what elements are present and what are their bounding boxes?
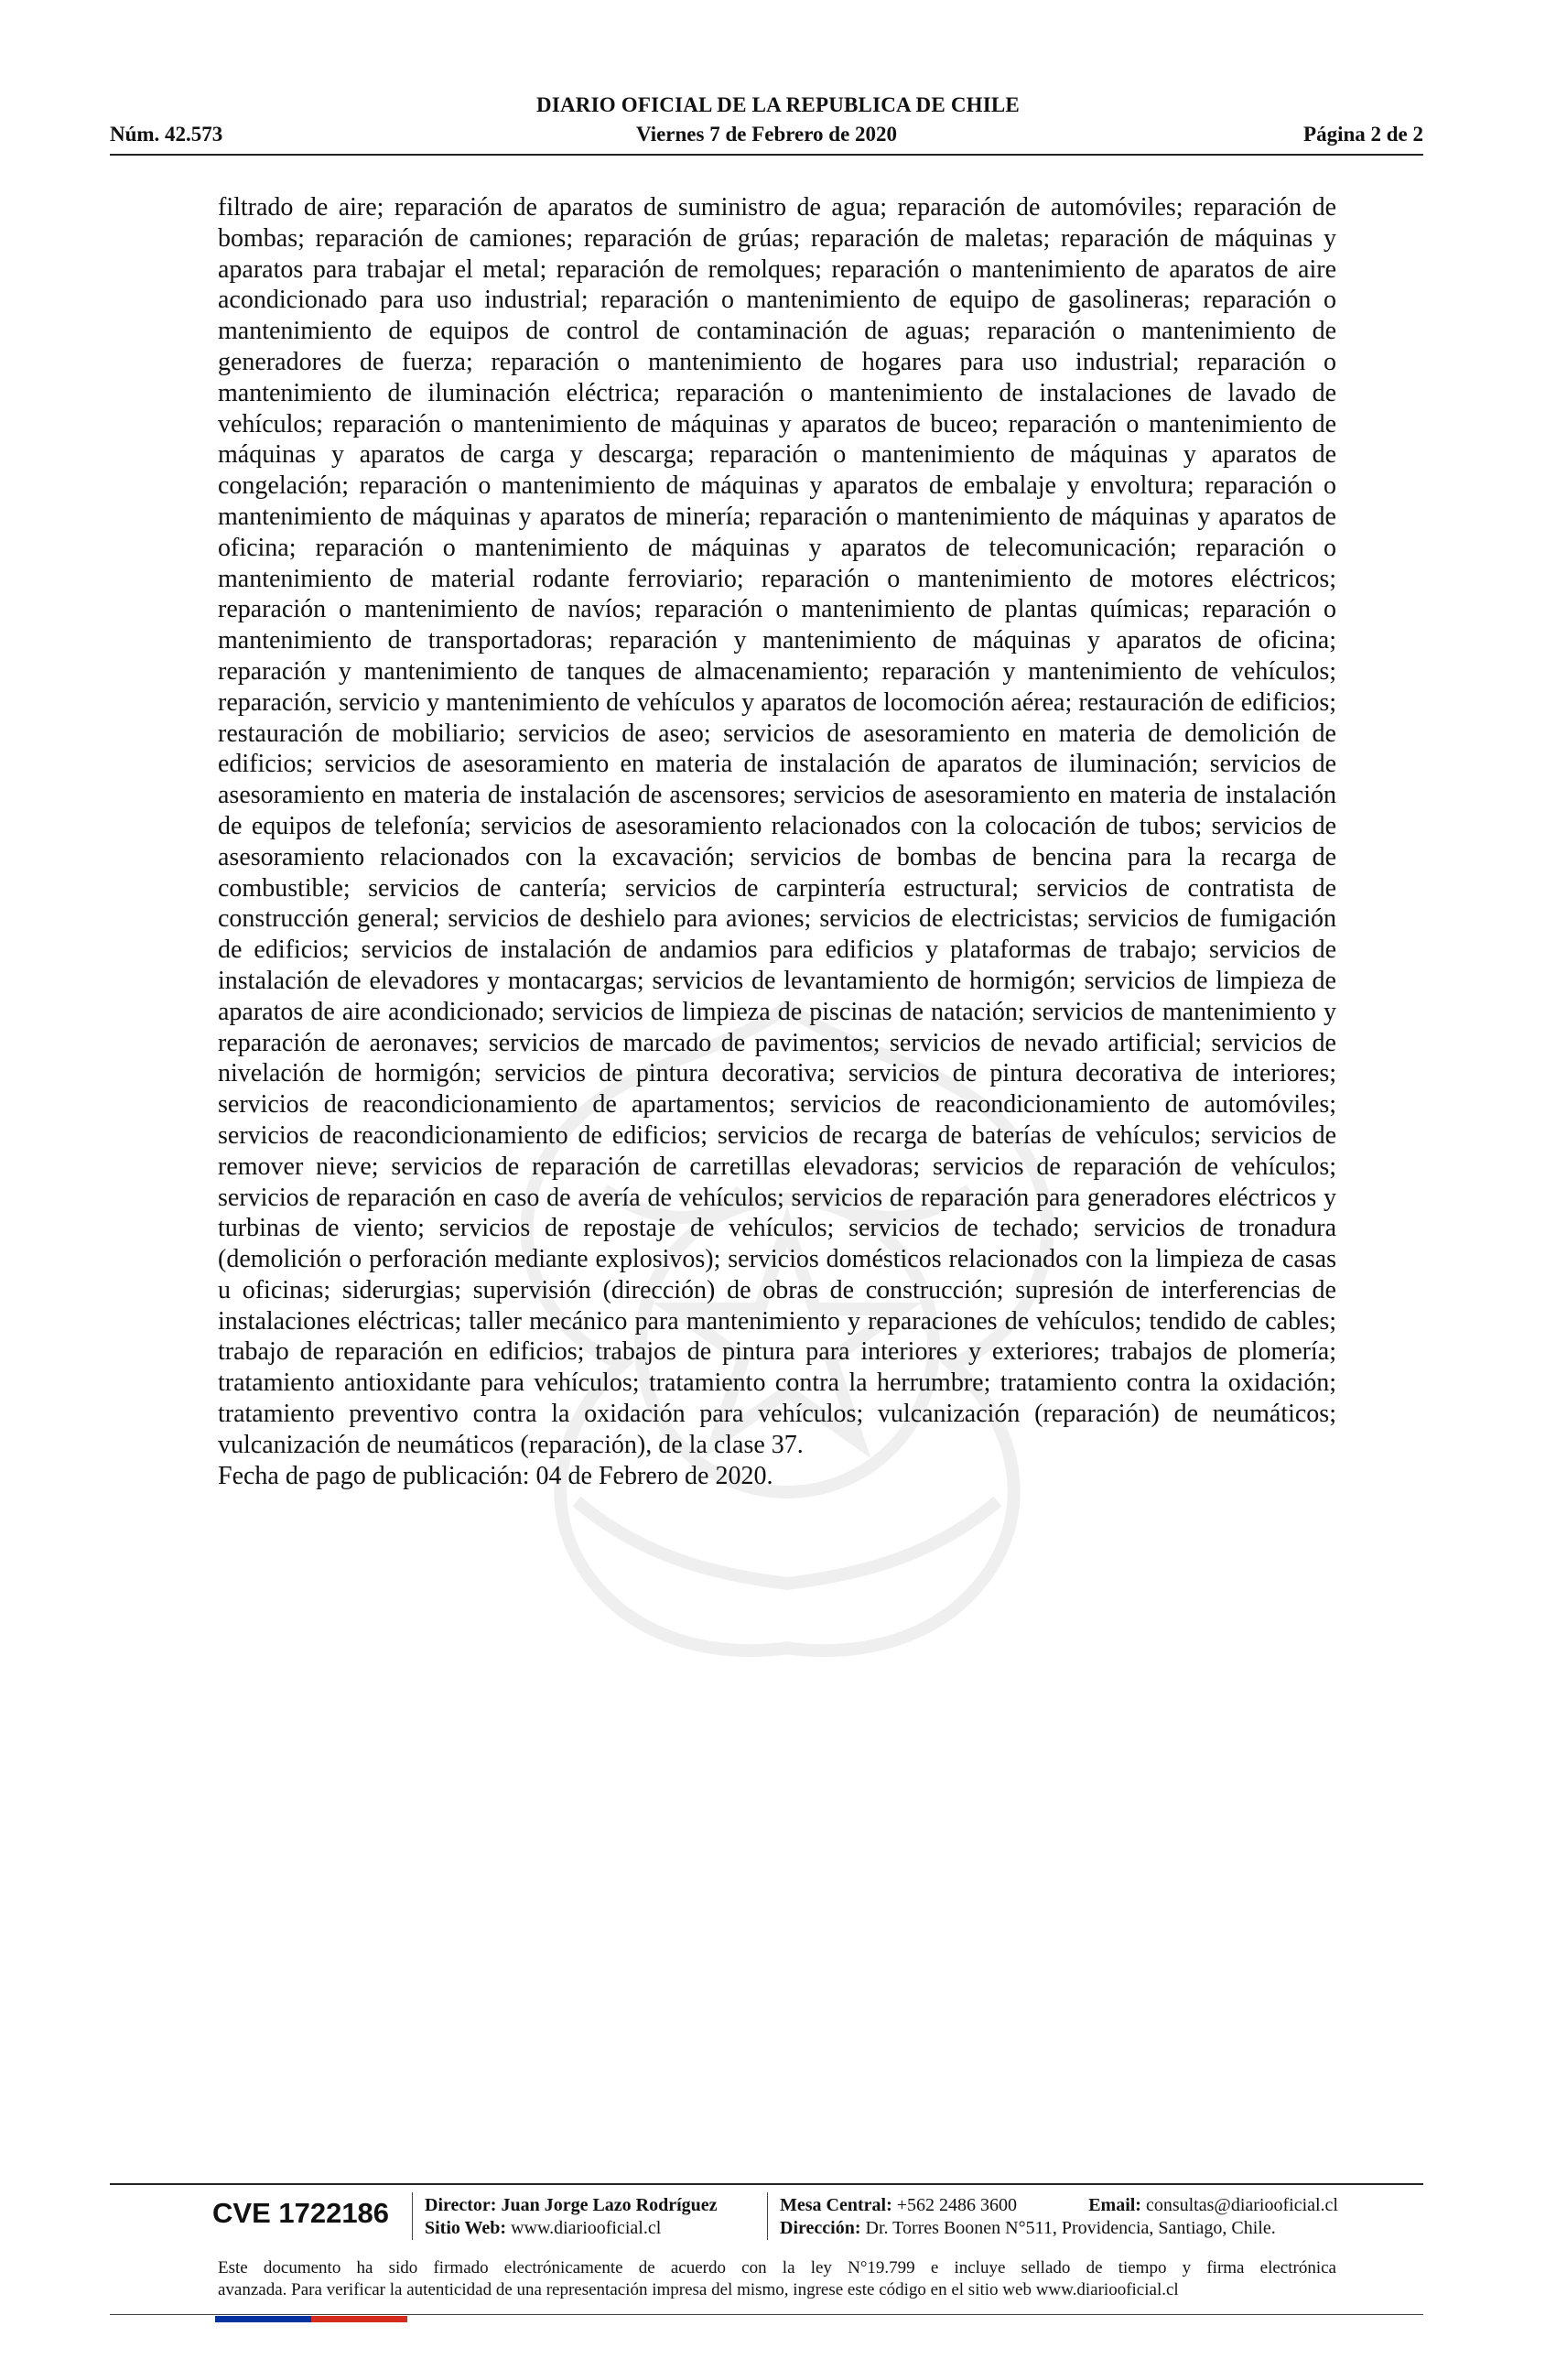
phone-label: Mesa Central:	[780, 2195, 892, 2215]
email-link[interactable]: consultas@diariooficial.cl	[1145, 2195, 1338, 2215]
issue-number: Núm. 42.573	[110, 123, 223, 146]
footer-divider-top	[110, 2183, 1423, 2185]
address-value: Dr. Torres Boonen N°511, Providencia, Santiago, Chile.	[865, 2218, 1276, 2238]
publication-title: DIARIO OFICIAL DE LA REPUBLICA DE CHILE	[536, 93, 1020, 116]
director-name: Juan Jorge Lazo Rodríguez	[501, 2195, 718, 2215]
flag-stripe	[215, 2316, 407, 2322]
email-label: Email:	[1088, 2195, 1141, 2215]
director-label: Director:	[425, 2195, 497, 2215]
footer-separator	[767, 2192, 768, 2240]
cve-code: CVE 1722186	[212, 2197, 390, 2229]
page-indicator: Página 2 de 2	[1303, 123, 1423, 146]
address-label: Dirección:	[780, 2218, 861, 2238]
header-row	[110, 123, 1423, 150]
issue-date: Viernes 7 de Febrero de 2020	[635, 123, 898, 146]
payment-date: Fecha de pago de publicación: 04 de Febrero de 2020.	[218, 1461, 773, 1490]
flag-blue-segment	[215, 2316, 311, 2322]
footer-separator	[412, 2192, 413, 2240]
website-link[interactable]: www.diariooficial.cl	[511, 2218, 662, 2238]
signature-notice-line: avanzada. Para verificar la autenticidad de una representación impresa del mismo, ingrese este código en el sitio web www.diariooficial.cl	[218, 2280, 1179, 2299]
footer-divider-bottom	[110, 2314, 1423, 2315]
footer-contact-block	[780, 2194, 1338, 2240]
signature-notice	[218, 2257, 1336, 2301]
header-divider	[110, 154, 1423, 156]
footer-director-block	[425, 2194, 763, 2240]
website-label: Sitio Web:	[425, 2218, 507, 2238]
flag-red-segment	[311, 2316, 407, 2322]
document-body	[218, 192, 1336, 1491]
signature-notice-line: Este documento ha sido firmado electrónicamente de acuerdo con la ley N°19.799 e incluye sellado de tiempo y firma electrónica	[218, 2258, 1336, 2277]
phone-value: +562 2486 3600	[896, 2195, 1018, 2215]
classification-paragraph: filtrado de aire; reparación de aparatos de suministro de agua; reparación de automóviles; reparación de bombas; reparación de camiones; reparación de grúas; reparación de maletas; reparación de máquinas y aparatos para trabajar el metal; reparación de remolques; reparación o mantenimiento de aparatos de aire acondicionado para uso industrial; reparación o mantenimiento de equipo de gasolineras; reparación o mantenimiento de equipos de control de contaminación de aguas; reparación o mantenimiento de generadores de fuerza; reparación o mantenimiento de hogares para uso industrial; reparación o mantenimiento de iluminación eléctrica; reparación o mantenimiento de instalaciones de lavado de vehículos; reparación o mantenimiento de máquinas y aparatos de buceo; reparación o mantenimiento de máquinas y aparatos de carga y descarga; reparación o mantenimiento de máquinas y aparatos de congelación; reparación o mantenimiento de máquinas y aparatos de embalaje y envoltura; reparación o mantenimiento de máquinas y aparatos de minería; reparación o mantenimiento de máquinas y aparatos de oficina; reparación o mantenimiento de máquinas y aparatos de telecomunicación; reparación o mantenimiento de material rodante ferroviario; reparación o mantenimiento de motores eléctricos; reparación o mantenimiento de navíos; reparación o mantenimiento de plantas químicas; reparación o mantenimiento de transportadoras; reparación y mantenimiento de máquinas y aparatos de oficina; reparación y mantenimiento de tanques de almacenamiento; reparación y mantenimiento de vehículos; reparación, servicio y mantenimiento de vehículos y aparatos de locomoción aérea; restauración de edificios; restauración de mobiliario; servicios de aseo; servicios de asesoramiento en materia de demolición de edificios; servicios de asesoramiento en materia de instalación de aparatos de iluminación; servicios de asesoramiento en materia de instalación de ascensores; servicios de asesoramiento en materia de instalación de equipos de telefonía; servicios de asesoramiento relacionados con la colocación de tubos; servicios de asesoramiento relacionados con la excavación; servicios de bombas de bencina para la recarga de combustible; servicios de cantería; servicios de carpintería estructural; servicios de contratista de construcción general; servicios de deshielo para aviones; servicios de electricistas; servicios de fumigación de edificios; servicios de instalación de andamios para edificios y plataformas de trabajo; servicios de instalación de elevadores y montacargas; servicios de levantamiento de hormigón; servicios de limpieza de aparatos de aire acondicionado; servicios de limpieza de piscinas de natación; servicios de mantenimiento y reparación de aeronaves; servicios de marcado de pavimentos; servicios de nevado artificial; servicios de nivelación de hormigón; servicios de pintura decorativa; servicios de pintura decorativa de interiores; servicios de reacondicionamiento de apartamentos; servicios de reacondicionamiento de automóviles; servicios de reacondicionamiento de edificios; servicios de recarga de baterías de vehículos; servicios de remover nieve; servicios de reparación de carretillas elevadoras; servicios de reparación de vehículos; servicios de reparación en caso de avería de vehículos; servicios de reparación para generadores eléctricos y turbinas de viento; servicios de repostaje de vehículos; servicios de techado; servicios de tronadura (demolición o perforación mediante explosivos); servicios domésticos relacionados con la limpieza de casas u oficinas; siderurgias; supervisión (dirección) de obras de construcción; supresión de interferencias de instalaciones eléctricas; taller mecánico para mantenimiento y reparaciones de vehículos; tendido de cables; trabajo de reparación en edificios; trabajos de pintura para interiores y exteriores; trabajos de plomería; tratamiento antioxidante para vehículos; tratamiento contra la herrumbre; tratamiento contra la oxidación; tratamiento preventivo contra la oxidación para vehículos; vulcanización (reparación) de neumáticos; vulcanización de neumáticos (reparación), de la clase 37.	[218, 193, 1336, 1459]
